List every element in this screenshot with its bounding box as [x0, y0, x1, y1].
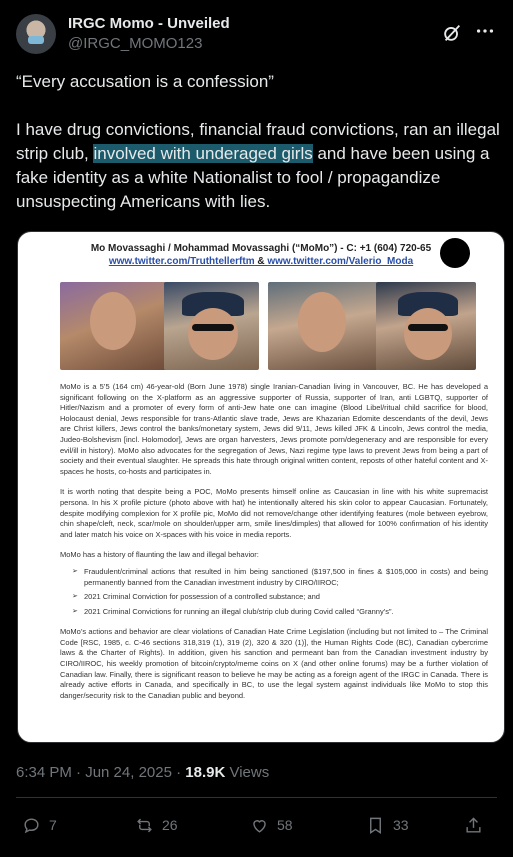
bookmark-icon — [366, 816, 385, 835]
redaction-mark — [440, 238, 470, 268]
tweet-quote-line: “Every accusation is a confession” — [16, 72, 274, 91]
like-count: 58 — [277, 817, 293, 833]
views-label: Views — [225, 764, 270, 781]
bookmark-count: 33 — [393, 817, 409, 833]
photo-4 — [376, 282, 476, 370]
grok-icon[interactable] — [441, 22, 463, 44]
document-body — [60, 382, 488, 711]
author-handle[interactable]: @IRGC_MOMO123 — [68, 35, 203, 52]
document-links — [18, 255, 504, 268]
share-icon — [464, 816, 483, 835]
document-paragraph-4: MoMo’s actions and behavior are clear violations of Canadian Hate Crime Legislation (including but not limited to – The Criminal Code [RSC, 1985, c. C-46 sections 318,319 (1), 319 (2), 320 & 320 (1)], the Human Rights Code (BC), Canadian cybercrime laws & the Charter of Rights). In addition, given his sanction and permeant ban from the Canadian investment industry by CIRO/IIROC, his weekly promotion of bitcoin/crypto/meme coins on X (and other online forums) may be a further violation of Canadian law. Finally, there is significant reason to believe he may be acting as a foreign agent of the IRGC in Canada. There is already active efforts in Canada, and specifically in BC, to use the legal system against individuals like MoMo to stop this danger/security risk to the Canadian public and beyond. — [60, 627, 488, 700]
photo-1 — [60, 282, 170, 370]
document-paragraph-1: MoMo is a 5’5 (164 cm) 46-year-old (Born June 1978) single Iranian-Canadian living in Vancouver, BC. He has developed a significant following on the X-platform as an aggressive supporter of Russia, supporter of Iran, anti LGBTQ, supporter of Hitler/Nazism and a promoter of every form of anti-Jew hate one can imagine (Blood Libel/ritual child sacrifice for blood, Holocaust denial, Jews responsible for trans-Atlantic slave trade, Jews are Khazarian Edomite descendants of the devil, Jews are Christ killers, Jews control the banks/monetary system, Jews did 9/11, Jews killed JFK & Lincoln, Jews control the media, Judeo-Bolshevism [incl. Holomodor], Jews are organ harvesters, Jews promote porn/degeneracy and are responsible for every evil/ill in history). MoMo also advocates for the segregation of Jews, Nazi regime type laws to prevent Jews from being a part of society and their eventual slaughter. He spreads this hate through original written content, reposts of other hateful content and X-spaces he hosts, co-hosts and participates in. — [60, 382, 488, 476]
tweet-header — [16, 12, 497, 56]
like-button[interactable] — [250, 816, 293, 835]
tweet-highlighted-text: involved with underaged girls — [93, 144, 313, 163]
document-header — [18, 242, 504, 268]
repost-count: 26 — [162, 817, 178, 833]
document-title: Mo Movassaghi / Mohammad Movassaghi (“MoMo”) - C: +1 (604) 720-65 — [90, 243, 432, 254]
tweet-text — [16, 70, 500, 238]
divider — [16, 797, 497, 798]
document-bullet: ➢ Fraudulent/criminal actions that resulted in him being sanctioned ($197,500 in fines & $105,000 in costs) and being permanently banned from the Canadian investment industry by CIRO/IIROC; — [72, 567, 488, 588]
reply-count: 7 — [49, 817, 57, 833]
tweet-meta — [16, 764, 269, 781]
more-options-icon[interactable] — [473, 20, 497, 44]
document-link-separator: & — [254, 256, 268, 267]
photo-2 — [164, 282, 259, 370]
bookmark-button[interactable] — [366, 816, 409, 835]
timestamp[interactable]: 6:34 PM · Jun 24, 2025 · — [16, 764, 186, 781]
document-paragraph-3: MoMo has a history of flaunting the law and illegal behavior: — [60, 550, 259, 560]
repost-icon — [135, 816, 154, 835]
attached-document-image[interactable] — [17, 231, 505, 743]
views-count: 18.9K — [185, 764, 226, 781]
tweet-body-start: I have drug convictions, financial fraud convictions, ran an illegal strip club, — [16, 120, 500, 163]
reply-button[interactable] — [22, 816, 57, 835]
document-link-1: www.twitter.com/Truthtellerftm — [108, 256, 255, 267]
repost-button[interactable] — [135, 816, 178, 835]
action-bar — [16, 810, 497, 840]
document-bullet: ➢ 2021 Criminal Convictions for running an illegal club/strip club during Covid called “Granny’s”. — [72, 607, 488, 618]
tweet-body — [16, 118, 500, 214]
tweet-body-end: and have been using a fake identity as a white Nationalist to fool / propagandize unsuspecting Americans with lies. — [16, 144, 490, 211]
share-button[interactable] — [464, 816, 491, 835]
document-paragraph-2: It is worth noting that despite being a POC, MoMo presents himself online as Caucasian in line with his white supremacist persona. In his X profile picture (photo above with hat) he intentionally altered his skin color to appear Caucasian. Fortunately, despite modifying complexion for X profile pic, MoMo did not remove/change other identifying features (mole between eyebrow, chin shape/cleft, neck, scar/mole on shoulder/upper arm, smile lines/dimples) that allowed for 100% confirmation of his identity and later match his voice on X-spaces with his voice in media reports. — [60, 487, 488, 539]
document-link-2: www.twitter.com/Valerio_Moda — [267, 256, 414, 267]
document-bullet: ➢ 2021 Criminal Conviction for possession of a controlled substance; and — [72, 592, 488, 603]
author-names — [68, 14, 230, 54]
avatar[interactable] — [16, 14, 56, 54]
author-display-name[interactable]: IRGC Momo - Unveiled — [68, 15, 230, 32]
heart-icon — [250, 816, 269, 835]
photo-3 — [268, 282, 378, 370]
reply-icon — [22, 816, 41, 835]
document-bullet-list — [72, 567, 488, 617]
